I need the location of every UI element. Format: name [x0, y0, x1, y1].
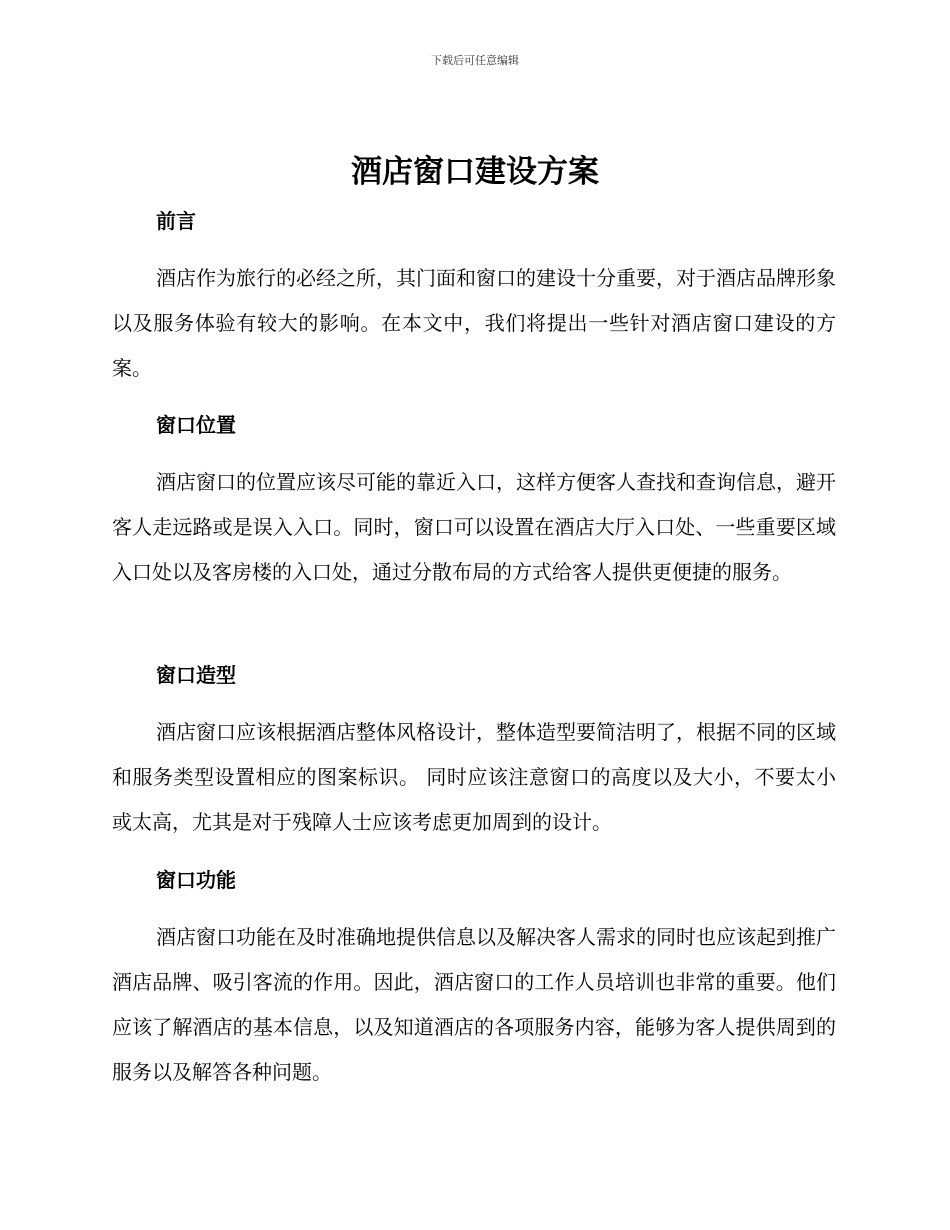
section-body-window-function: 酒店窗口功能在及时准确地提供信息以及解决客人需求的同时也应该起到推广酒店品牌、吸引客流的作用。因此，酒店窗口的工作人员培训也非常的重要。他们应该了解酒店的基本信息，以及知道酒店的各项服务内容，能够为客人提供周到的服务以及解答各种问题。 — [112, 925, 836, 1084]
section-body-window-location: 酒店窗口的位置应该尽可能的靠近入口，这样方便客人查找和查询信息，避开客人走远路或是误入入口。同时，窗口可以设置在酒店大厅入口处、一些重要区域入口处以及客房楼的入口处，通过分散布局的方式给客人提供更便捷的服务。 — [112, 470, 836, 584]
section-body-preface: 酒店作为旅行的必经之所，其门面和窗口的建设十分重要，对于酒店品牌形象以及服务体验有较大的影响。在本文中，我们将提出一些针对酒店窗口建设的方案。 — [112, 266, 836, 380]
document-title: 酒店窗口建设方案 — [351, 154, 599, 190]
section-body-window-design: 酒店窗口应该根据酒店整体风格设计，整体造型要简洁明了，根据不同的区域和服务类型设置相应的图案标识。 同时应该注意窗口的高度以及大小，不要太小或太高，尤其是对于残障人士应该考虑更加周到的设计。 — [112, 720, 836, 834]
section-heading-preface: 前言 — [156, 209, 196, 233]
section-heading-window-function: 窗口功能 — [156, 868, 236, 892]
page-header-note: 下载后可任意编辑 — [431, 54, 519, 67]
section-heading-window-location: 窗口位置 — [156, 413, 236, 437]
section-heading-window-design: 窗口造型 — [156, 663, 236, 687]
